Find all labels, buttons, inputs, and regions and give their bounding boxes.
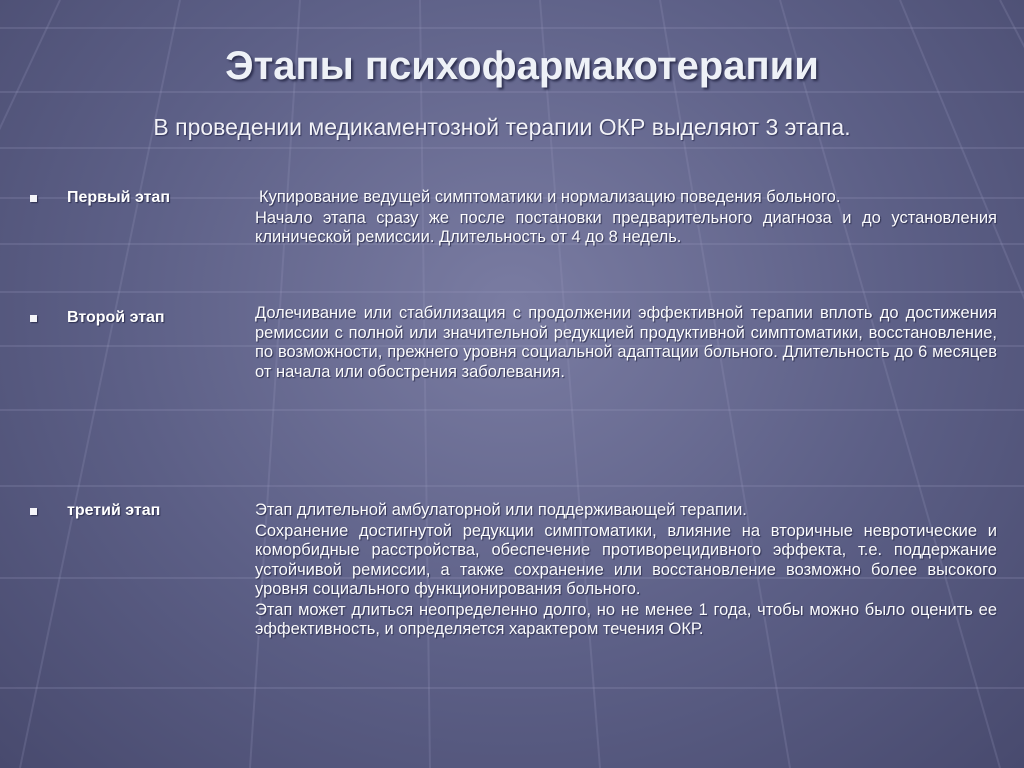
square-bullet-icon <box>30 508 37 515</box>
square-bullet-icon <box>30 195 37 202</box>
stage-description <box>255 188 997 249</box>
stage-paragraph: Долечивание или стабилизация с продолжении эффективной терапии вплоть до достижения ремиссии с полной или значительной редукцией продуктивной симптоматики, восстановление, по возможности, прежнего уровня социальной адаптации больного. Длительность до 6 месяцев от начала или обострения заболевания. <box>255 304 997 381</box>
stage-description <box>255 304 997 383</box>
stage-paragraph: Этап длительной амбулаторной или поддерживающей терапии. <box>255 501 747 519</box>
stage-label: Второй этап <box>67 309 165 326</box>
slide-title: Этапы психофармакотерапии <box>225 44 819 88</box>
stage-paragraph: Начало этапа сразу же после постановки предварительного диагноза и до установления клинической ремиссии. Длительность от 4 до 8 недель. <box>255 208 997 246</box>
stage-paragraph: Купирование ведущей симптоматики и нормализацию поведения больного. <box>259 188 841 206</box>
square-bullet-icon <box>30 315 37 322</box>
stage-label: Первый этап <box>67 189 170 206</box>
stage-paragraph: Сохранение достигнутой редукции симптоматики, влияние на вторичные невротические и коморбидные расстройства, обеспечение противорецидивного эффекта, т.е. поддержание устойчивой ремиссии, а также сохранение или восстановление возможно более высокого уровня социального функционирования больного. <box>255 521 997 598</box>
stage-paragraph: Этап может длиться неопределенно долго, но не менее 1 года, чтобы можно было оценить ее эффективность, и определяется характером течения ОКР. <box>255 600 997 638</box>
stage-description <box>255 501 997 641</box>
stage-label: третий этап <box>67 502 161 519</box>
slide-subtitle: В проведении медикаментозной терапии ОКР выделяют 3 этапа. <box>153 114 851 140</box>
